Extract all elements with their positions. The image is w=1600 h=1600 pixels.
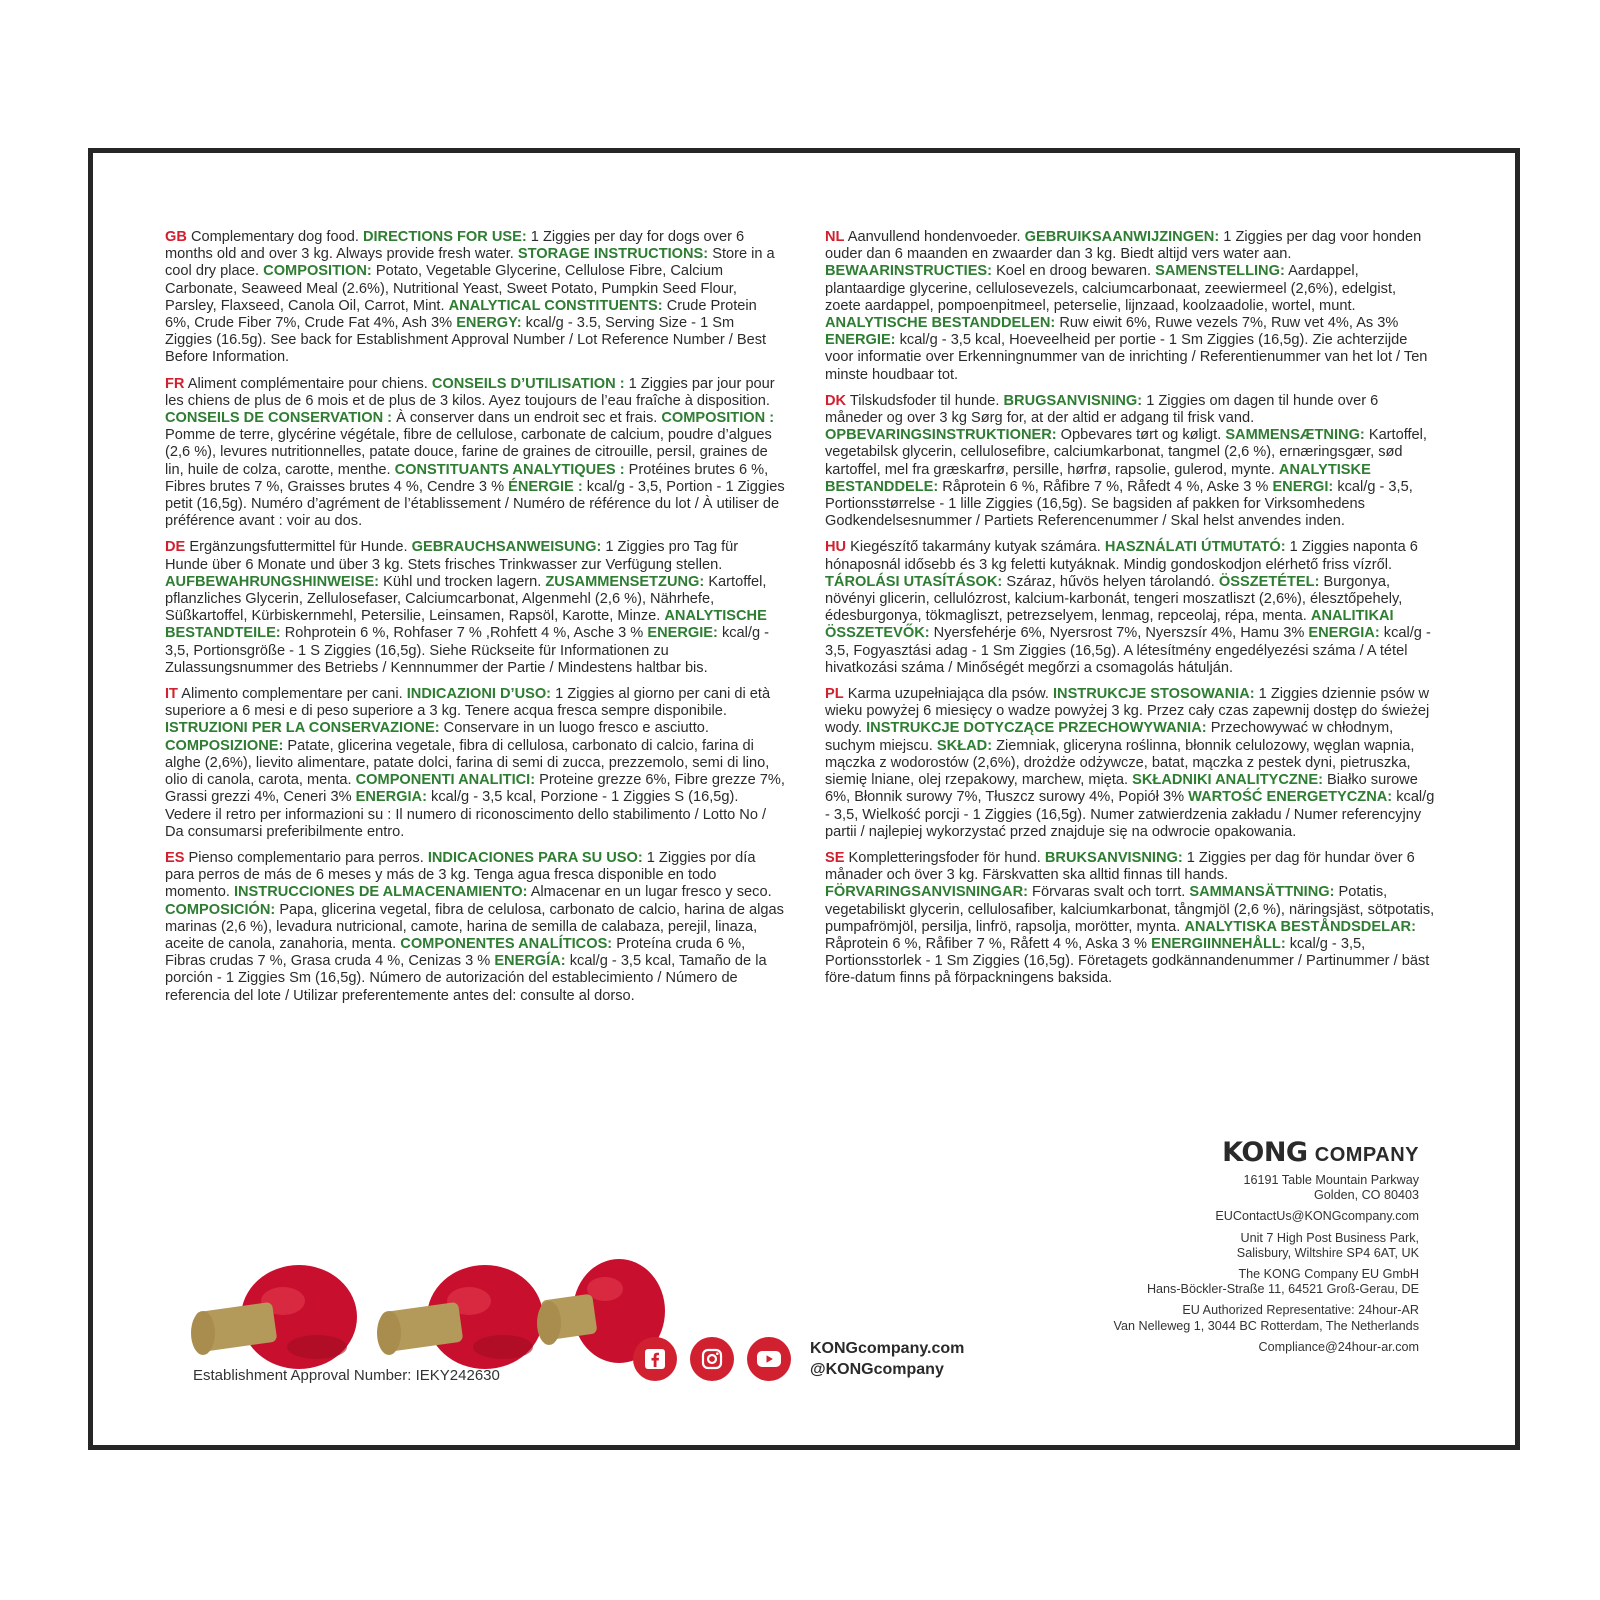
section-text: Protéines brutes 6 %, Fibres brutes 7 %, Graisses brutes 4 %, Cendre 3 % [165, 461, 769, 495]
section-text: Pomme de terre, glycérine végétale, fibre de cellulose, carbonate de calcium, poudre d’algues (2,6 %), levures nutritionnelles, patate douce, farine de graines de citrouille, persil, graines de lin, huile de colza, carotte, menthe. [165, 427, 772, 478]
section-heading: ÖSSZETÉTEL: [1218, 573, 1320, 590]
section-heading: CONSEILS D’UTILISATION : [431, 375, 625, 392]
language-block-it [165, 686, 785, 841]
section-heading: ANALITIKAI ÖSSZETEVŐK: [825, 608, 1394, 642]
language-code: HU [825, 539, 847, 556]
language-code: GB [165, 229, 187, 245]
section-text: Proteine grezze 6%, Fibre grezze 7%, Grassi grezzi 4%, Ceneri 3% [165, 772, 785, 806]
section-text: kcal/g - 3,5, Portionsstørrelse - 1 lille Ziggies (16,5g). Se bagsiden af pakken for Virksomhedens Godkendelsesnummer / Partiets Referencenummer / Skal helst anvendes inden. [825, 478, 1413, 530]
section-heading: INDICACIONES PARA SU USO: [427, 849, 643, 866]
section-heading: ÉNERGIE : [508, 478, 583, 495]
address-line[interactable]: EUContactUs@KONGcompany.com [1215, 1209, 1419, 1224]
section-heading: GEBRUIKSAANWIJZINGEN: [1024, 229, 1220, 245]
section-heading: ENERGÍA: [494, 953, 566, 970]
section-heading: ENERGY: [456, 315, 522, 332]
address-line: Unit 7 High Post Business Park, [1240, 1230, 1419, 1245]
section-heading: INDICAZIONI D’USO: [406, 686, 552, 703]
section-heading: COMPOSITION : [661, 410, 775, 427]
section-text: 1 Ziggies al giorno per cani di età superiore a 6 mesi e di peso superiore a 3 kg. Tenere acqua fresca sempre disponibile. [165, 686, 771, 720]
address-block [1114, 1267, 1419, 1297]
language-block-fr [165, 376, 785, 531]
section-text: kcal/g - 3,5, Portionsgröße - 1 S Ziggies (16,5g). Siehe Rückseite für Informationen zu Zulassungsnummer des Betriebs / Kennnummer der Partie / Mindestens haltbar bis. [165, 625, 769, 676]
section-text: Przechowywać w chłodnym, suchym miejscu. [825, 720, 1394, 754]
instagram-icon[interactable] [690, 1337, 734, 1381]
product-illustration [187, 1229, 687, 1379]
section-text: Száraz, hűvös helyen tárolandó. [1002, 573, 1219, 590]
address-line: Hans-Böckler-Straße 11, 64521 Groß-Gerau, DE [1146, 1282, 1419, 1297]
language-block-se [825, 850, 1435, 988]
address-block [1114, 1303, 1419, 1333]
section-heading: ISTRUZIONI PER LA CONSERVAZIONE: [165, 720, 440, 737]
section-text: kcal/g - 3,5 kcal, Tamaño de la porción - 1 Ziggies Sm (16,5g). Número de autorización del establecimiento / Número de referencia del lote / Utilizar preferentemente antes del: consulte al dorso. [165, 953, 767, 1004]
language-block-de [165, 539, 785, 677]
section-text: Kartoffel, pflanzliches Glycerin, Zellulosefaser, Calciumcarbonat, Algenmehl (2,6 %), Nährhefe, Süßkartoffel, Kürbiskernmehl, Petersilie, Leinsamen, Rapsöl, Karotte, Minze. [165, 573, 767, 625]
section-text: Karma uzupełniająca dla psów. [847, 686, 1053, 703]
address-block [1114, 1340, 1419, 1355]
section-heading: STORAGE INSTRUCTIONS: [517, 246, 709, 263]
language-code: SE [825, 849, 845, 866]
section-heading: ANALYTISCHE BESTANDTEILE: [165, 608, 767, 642]
kong-company-logo [1114, 1139, 1419, 1169]
section-heading: INSTRUCCIONES DE ALMACENAMIENTO: [233, 884, 528, 901]
section-heading: ENERGI: [1272, 478, 1334, 495]
section-text: Råprotein 6 %, Råfiber 7 %, Råfett 4 %, Aska 3 % [825, 935, 1152, 952]
section-text: Pienso complementario para perros. [188, 849, 428, 866]
language-code: DE [165, 539, 186, 556]
section-text: Kartoffel, vegetabilsk glycerin, cellulosefibre, calciumkarbonat, tangmel (2,6 %), ernæringsgær, sød kartoffel, mel fra græskarfrø, persille, hørfrø, rapsolie, gulerod, mynte. [825, 427, 1427, 478]
section-text: 1 Ziggies naponta 6 hónaposnál idősebb és 3 kg feletti kutyáknak. Mindig gondoskodjon elérhető friss vízről. [825, 539, 1418, 573]
section-text: Białko surowe 6%, Błonnik surowy 7%, Tłuszcz surowy 4%, Popiół 3% [825, 772, 1418, 806]
section-heading: COMPOSIZIONE: [165, 737, 284, 754]
section-text: 1 Ziggies per dag voor honden ouder dan 6 maanden en zwaarder dan 3 kg. Biedt altijd vers water aan. [825, 229, 1422, 263]
section-text: Almacenar en un lugar fresco y seco. [527, 884, 772, 901]
section-heading: INSTRUKCJE DOTYCZĄCE PRZECHOWYWANIA: [866, 720, 1207, 737]
section-text: 1 Ziggies dziennie psów w wieku powyżej 6 miesięcy o wadze powyżej 3 kg. Przez cały czas zapewnij dostęp do świeżej wody. [825, 686, 1430, 737]
section-heading: COMPOSITION: [263, 263, 372, 280]
section-text: kcal/g - 3,5, Wielkość porcji - 1 Ziggies (16,5g). Numer zatwierdzenia zakładu / Numer referencyjny partii / najlepiej wykorzystać przed znajduje się na odwrocie opakowania. [825, 789, 1435, 840]
section-heading: SKŁAD: [936, 737, 993, 754]
left-text-column [165, 229, 785, 1014]
section-heading: SAMMENSÆTNING: [1225, 427, 1365, 444]
section-text: Potato, Vegetable Glycerine, Cellulose Fibre, Calcium Carbonate, Seaweed Meal (2.6%), Nutritional Yeast, Sweet Potato, Pumpkin Seed Flour, Parsley, Flaxseed, Canola Oil, Carrot, Mint. [165, 263, 737, 314]
section-text: Förvaras svalt och torrt. [1027, 884, 1190, 901]
language-block-nl [825, 229, 1435, 384]
address-line[interactable]: Compliance@24hour-ar.com [1258, 1339, 1419, 1354]
section-text: Aardappel, plantaardige glycerine, cellulosevezels, calciumcarbonaat, zeewiermeel (2,6%), edelgist, zoete aardappel, pompoenpitmeel, peterselie, lijnzaad, koolzaadolie, wortel, munt. [825, 263, 1397, 314]
social-bar [633, 1329, 964, 1389]
section-text: Kompletteringsfoder för hund. [848, 849, 1045, 866]
section-text: kcal/g - 3,5 kcal, Hoeveelheid per portie - 1 Sm Ziggies (16,5g). Zie achterzijde voor informatie over Erkenningnummer van de inrichting / Referentienummer van het lot / Ten minste houdbaar tot. [825, 332, 1428, 383]
address-line: The KONG Company EU GmbH [1238, 1267, 1419, 1282]
section-text: 1 Ziggies per day for dogs over 6 months old and over 3 kg. Always provide fresh water. [165, 229, 745, 263]
section-text: Potatis, vegetabiliskt glycerin, cellulosafiber, kalciumkarbonat, tångmjöl (2,6 %), näringsjäst, sötpotatis, pumpafrömjöl, persilja, linfrö, rapsolja, morötter, mynta. [825, 884, 1435, 935]
section-text: Complementary dog food. [190, 229, 363, 245]
section-text: À conserver dans un endroit sec et frais. [392, 410, 662, 427]
language-block-dk [825, 393, 1435, 531]
logo-company: COMPANY [1314, 1144, 1419, 1166]
section-text: Alimento complementare per cani. [181, 686, 407, 703]
section-heading: DIRECTIONS FOR USE: [362, 229, 527, 245]
section-heading: ANALYTICAL CONSTITUENTS: [448, 297, 663, 314]
language-block-pl [825, 686, 1435, 841]
section-heading: BEWAARINSTRUCTIES: [825, 263, 993, 280]
section-heading: COMPONENTI ANALITICI: [355, 772, 536, 789]
language-block-es [165, 850, 785, 1005]
address-block [1114, 1209, 1419, 1224]
section-text: Tilskudsfoder til hunde. [849, 392, 1004, 409]
facebook-icon[interactable] [633, 1337, 677, 1381]
section-text: Kiegészítő takarmány kutyak számára. [850, 539, 1105, 556]
section-text: kcal/g - 3,5, Portion - 1 Ziggies petit (16,5g). Numéro d’agrément de l’établissement / Numéro de référence du lot / À utiliser de préférence avant : voir au dos. [165, 478, 785, 530]
kong-toy-with-treat-2 [377, 1265, 543, 1369]
language-block-hu [825, 539, 1435, 677]
section-heading: FÖRVARINGSANVISNINGAR: [825, 884, 1028, 901]
section-text: Papa, glicerina vegetal, fibra de celulosa, carbonato de calcio, harina de algas marinas (2,6 %), levadura nutricional, camote, harina de semilla de calabaza, perejil, linaza, aceite de canola, zanahoria, menta. [165, 901, 784, 952]
section-text: Patate, glicerina vegetale, fibra di cellulosa, carbonato di calcio, farina di alghe (2,6%), lievito alimentare, patate dolci, farina di semi di zucca, prezzemolo, semi di lino, olio di canola, carota, menta. [165, 737, 770, 789]
section-text: Store in a cool dry place. [165, 246, 775, 280]
section-text: Proteína cruda 6 %, Fibras crudas 7 %, Grasa cruda 4 %, Cenizas 3 % [165, 935, 746, 970]
youtube-icon[interactable] [747, 1337, 791, 1381]
section-text: kcal/g - 3,5, Portionsstorlek - 1 Sm Ziggies (16,5g). Företagets godkännandenummer / Partinummer / bäst före-datum finns på förpackningens baksida. [825, 935, 1430, 987]
section-heading: ENERGIE: [825, 332, 896, 349]
section-text: Ziemniak, gliceryna roślinna, błonnik celulozowy, węglan wapnia, mączka z wodorostów (2,6%), drożdże odżywcze, batat, mączka z pestek dyni, pietruszka, siemię lniane, olej rzepakowy, marchew, mięta. [825, 737, 1415, 789]
section-heading: CONSEILS DE CONSERVATION : [165, 410, 393, 427]
section-text: Ergänzungsfuttermittel für Hunde. [189, 539, 412, 556]
section-heading: ANALYTISKA BESTÅNDSDELAR: [1184, 918, 1416, 935]
language-code: ES [165, 849, 185, 866]
section-text: Opbevares tørt og køligt. [1056, 427, 1226, 444]
address-line: EU Authorized Representative: 24hour-AR [1182, 1303, 1419, 1318]
section-text: 1 Ziggies par jour pour les chiens de plus de 6 mois et de plus de 3 kilos. Ayez toujours de l’eau fraîche à disposition. [165, 375, 775, 409]
social-handle[interactable]: @KONGcompany [810, 1361, 944, 1378]
section-heading: ENERGIINNEHÅLL: [1151, 935, 1286, 952]
section-text: kcal/g - 3,5, Fogyasztási adag - 1 Sm Ziggies (16,5g). A létesítmény engedélyezési száma / A tétel hivatkozási száma / Minőségét megőrzi a csomagolás hátulján. [825, 625, 1431, 676]
section-text: Conservare in un luogo fresco e asciutto. [439, 720, 709, 737]
address-block [1114, 1173, 1419, 1203]
section-heading: SAMENSTELLING: [1155, 263, 1285, 280]
section-text: Råprotein 6 %, Råfibre 7 %, Råfedt 4 %, Aske 3 % [938, 478, 1273, 495]
section-heading: GEBRAUCHSANWEISUNG: [411, 539, 602, 556]
label-panel [88, 148, 1520, 1450]
section-heading: CONSTITUANTS ANALYTIQUES : [394, 461, 625, 478]
address-block [1114, 1231, 1419, 1261]
social-links [810, 1338, 964, 1380]
section-heading: SKŁADNIKI ANALITYCZNE: [1132, 772, 1323, 789]
section-heading: SAMMANSÄTTNING: [1189, 884, 1335, 901]
language-code: FR [165, 375, 185, 392]
section-text: Rohprotein 6 %, Rohfaser 7 % ,Rohfett 4 %, Asche 3 % [280, 625, 648, 642]
section-heading: ANALYTISKE BESTANDDELE: [825, 461, 1371, 495]
language-block-gb [165, 229, 785, 367]
section-heading: ZUSAMMENSETZUNG: [545, 573, 705, 590]
section-heading: HASZNÁLATI ÚTMUTATÓ: [1104, 539, 1286, 556]
right-text-column [825, 229, 1435, 997]
logo-kong: KONG [1222, 1137, 1308, 1168]
section-heading: COMPOSICIÓN: [165, 901, 276, 918]
section-heading: BRUKSANVISNING: [1044, 849, 1183, 866]
address-line: 16191 Table Mountain Parkway [1243, 1173, 1419, 1187]
section-text: Kühl und trocken lagern. [379, 573, 546, 590]
section-text: kcal/g - 3.5, Serving Size - 1 Sm Ziggies (16.5g). See back for Establishment Approval Number / Lot Reference Number / Best Before Information. [165, 315, 767, 366]
language-code: NL [825, 229, 845, 245]
section-heading: AUFBEWAHRUNGSHINWEISE: [165, 573, 380, 590]
address-line: Golden, CO 80403 [1313, 1188, 1419, 1203]
company-addresses [1114, 1173, 1419, 1355]
address-line: Van Nelleweg 1, 3044 BC Rotterdam, The Netherlands [1113, 1318, 1419, 1333]
section-text: kcal/g - 3,5 kcal, Porzione - 1 Ziggies S (16,5g). Vedere il retro per informazioni su : Il numero di riconoscimento dello stabilimento / Lotto No / Da consumarsi preferibilmente entro. [165, 789, 767, 840]
section-text: 1 Ziggies pro Tag für Hunde über 6 Monate und über 3 kg. Stets frisches Trinkwasser zur Verfügung stellen. [165, 539, 739, 573]
section-text: Koel en droog bewaren. [992, 263, 1156, 280]
section-text: Aliment complémentaire pour chiens. [187, 375, 432, 392]
language-code: IT [165, 686, 178, 703]
section-heading: ENERGIA: [355, 789, 427, 806]
section-text: 1 Ziggies per dag för hundar över 6 månader och över 3 kg. Färskvatten ska alltid finnas till hands. [825, 849, 1415, 884]
section-text: 1 Ziggies om dagen til hunde over 6 måneder og over 3 kg Sørg for, at der altid er adgang til frisk vand. [825, 392, 1379, 427]
section-text: Nyersfehérje 6%, Nyersrost 7%, Nyerszsír 4%, Hamu 3% [929, 625, 1309, 642]
section-text: Crude Protein 6%, Crude Fiber 7%, Crude Fat 4%, Ash 3% [165, 297, 757, 332]
language-code: DK [825, 392, 847, 409]
section-heading: COMPONENTES ANALÍTICOS: [400, 935, 613, 952]
section-heading: WARTOŚĆ ENERGETYCZNA: [1188, 789, 1393, 806]
section-heading: ANALYTISCHE BESTANDDELEN: [825, 315, 1056, 332]
section-heading: OPBEVARINGSINSTRUKTIONER: [825, 427, 1057, 444]
section-heading: BRUGSANVISNING: [1003, 392, 1143, 409]
website-link[interactable]: KONGcompany.com [810, 1340, 965, 1357]
section-text: Ruw eiwit 6%, Ruwe vezels 7%, Ruw vet 4%, As 3% [1055, 315, 1399, 332]
section-heading: TÁROLÁSI UTASÍTÁSOK: [825, 573, 1003, 590]
address-line: Salisbury, Wiltshire SP4 6AT, UK [1236, 1245, 1419, 1260]
language-code: PL [825, 686, 844, 703]
section-heading: INSTRUKCJE STOSOWANIA: [1052, 686, 1255, 703]
section-text: Burgonya, növényi glicerin, cellulózrost, kalcium-karbonát, tengeri moszatliszt (2,6%), élesztőpehely, édesburgonya, tökmagliszt, petrezselyem, lenmag, repceolaj, répa, menta. [825, 573, 1403, 625]
section-heading: ENERGIA: [1308, 625, 1380, 642]
company-info [1114, 1139, 1419, 1361]
section-text: 1 Ziggies por día para perros de más de 6 meses y más de 3 kg. Tenga agua fresca disponible en todo momento. [165, 849, 756, 901]
establishment-approval-number: Establishment Approval Number: IEKY242630 [193, 1367, 500, 1384]
section-text: Aanvullend hondenvoeder. [847, 229, 1025, 245]
section-heading: ENERGIE: [647, 625, 718, 642]
kong-toy-with-treat-1 [191, 1265, 357, 1369]
